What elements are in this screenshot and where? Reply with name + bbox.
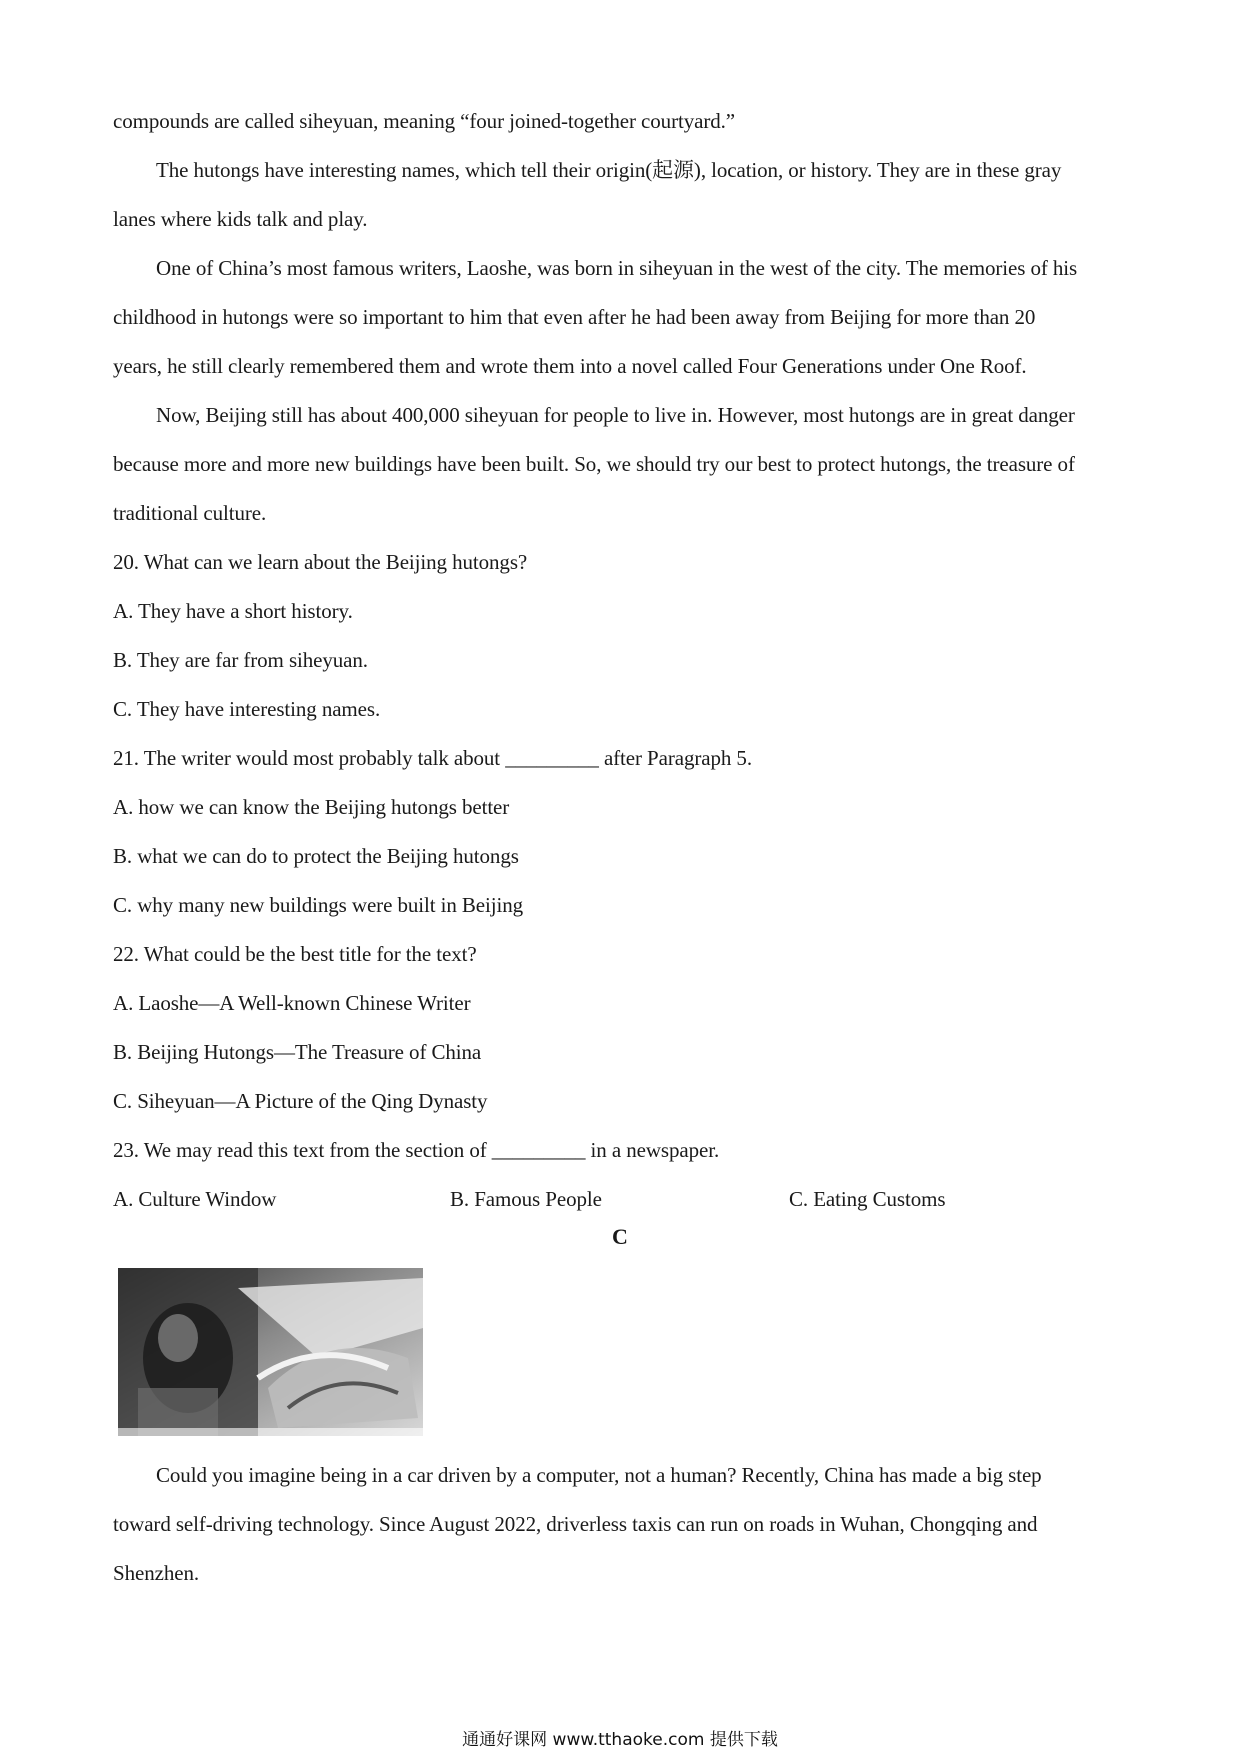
paragraph-line: One of China’s most famous writers, Laoshe, was born in siheyuan in the west of the city. The memories of his (156, 256, 1078, 280)
footer-watermark: 通通好课网 www.tthaoke.com 提供下载 (462, 1730, 778, 1750)
paragraph-line: toward self-driving technology. Since August 2022, driverless taxis can run on roads in Wuhan, Chongqing and (113, 1512, 1038, 1536)
answer-option: A. how we can know the Beijing hutongs better (113, 795, 510, 819)
paragraph-line: traditional culture. (113, 501, 267, 525)
section-heading: C (612, 1224, 628, 1249)
answer-option: B. They are far from siheyuan. (113, 648, 368, 672)
paragraph-line: The hutongs have interesting names, which tell their origin(起源), location, or history. They are in these gray (156, 158, 1062, 182)
paragraph-line: Now, Beijing still has about 400,000 siheyuan for people to live in. However, most hutongs are in great danger (156, 403, 1075, 427)
paragraph-line: Could you imagine being in a car driven by a computer, not a human? Recently, China has made a big step (156, 1463, 1042, 1487)
driverless-car-photo (118, 1268, 423, 1436)
answer-options-row (113, 1186, 1013, 1212)
answer-option: A. Culture Window (113, 1187, 277, 1211)
question-stem: 21. The writer would most probably talk about _________ after Paragraph 5. (113, 746, 752, 770)
paragraph-line: because more and more new buildings have been built. So, we should try our best to protect hutongs, the treasure of (113, 452, 1075, 476)
answer-option: C. They have interesting names. (113, 697, 381, 721)
paragraph-line: compounds are called siheyuan, meaning “four joined-together courtyard.” (113, 109, 735, 133)
paragraph-line: years, he still clearly remembered them and wrote them into a novel called Four Generations under One Roof. (113, 354, 1027, 378)
question-stem: 20. What can we learn about the Beijing hutongs? (113, 550, 528, 574)
answer-option: C. why many new buildings were built in Beijing (113, 893, 524, 917)
answer-option: A. They have a short history. (113, 599, 353, 623)
paragraph-line: childhood in hutongs were so important to him that even after he had been away from Beijing for more than 20 (113, 305, 1036, 329)
question-stem: 22. What could be the best title for the text? (113, 942, 477, 966)
answer-option: B. Famous People (450, 1187, 602, 1211)
answer-option: B. Beijing Hutongs—The Treasure of China (113, 1040, 482, 1064)
answer-option: C. Siheyuan—A Picture of the Qing Dynasty (113, 1089, 488, 1113)
question-stem: 23. We may read this text from the section of _________ in a newspaper. (113, 1138, 720, 1162)
answer-option: C. Eating Customs (789, 1187, 946, 1211)
answer-option: A. Laoshe—A Well-known Chinese Writer (113, 991, 471, 1015)
paragraph-line: lanes where kids talk and play. (113, 207, 368, 231)
paragraph-line: Shenzhen. (113, 1561, 199, 1585)
answer-option: B. what we can do to protect the Beijing hutongs (113, 844, 519, 868)
